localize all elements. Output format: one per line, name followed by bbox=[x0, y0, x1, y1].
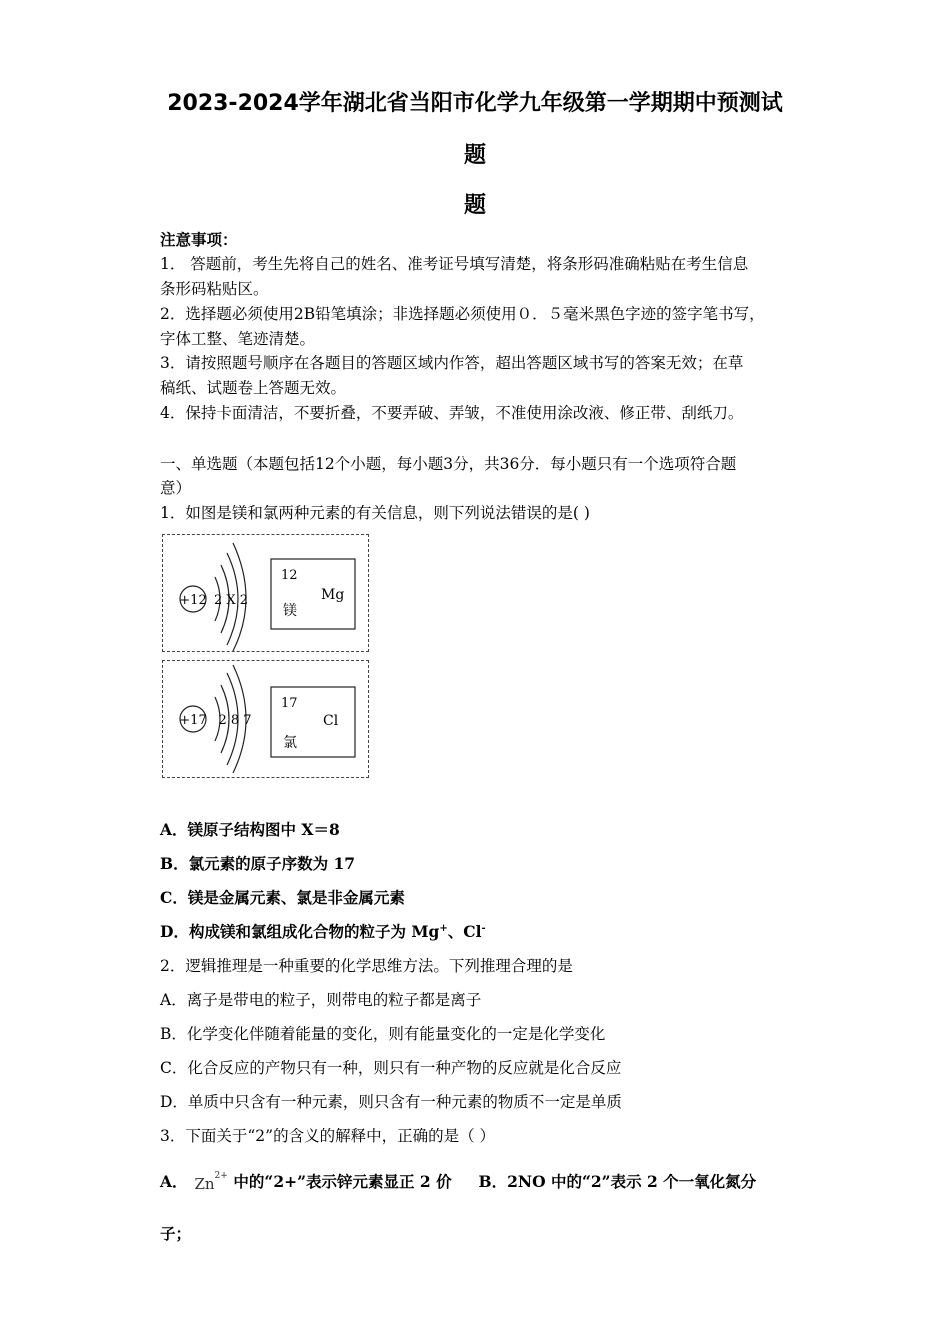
zinc-charge: 2+ bbox=[214, 1171, 228, 1181]
mg-symbol: Mg bbox=[321, 587, 345, 603]
question-1-option-a: A．镁原子结构图中 X＝8 bbox=[160, 820, 340, 839]
chlorine-diagram bbox=[162, 660, 369, 778]
cl-symbol: Cl bbox=[323, 713, 339, 729]
option-d-prefix: D．构成镁和氯组成化合物的粒子为 Mg bbox=[160, 922, 440, 941]
notice-line: 4．保持卡面清洁，不要折叠，不要弄破、弄皱，不准使用涂改液、修正带、刮纸刀。 bbox=[160, 404, 744, 422]
section-heading-cont: 意） bbox=[160, 479, 192, 497]
cl-shell-electrons: 2 8 7 bbox=[218, 713, 252, 728]
cl-nucleus-label: +17 bbox=[179, 713, 207, 728]
question-3-option-a-text: 中的“2+”表示锌元素显正 2 价 bbox=[233, 1172, 452, 1191]
question-3-option-row bbox=[160, 1170, 800, 1192]
option-d-cl-charge: - bbox=[481, 922, 486, 934]
section-heading: 一、单选题（本题包括12个小题，每小题3分，共36分．每小题只有一个选项符合题 bbox=[160, 455, 737, 473]
cl-atomic-number: 17 bbox=[281, 696, 298, 711]
notice-heading: 注意事项： bbox=[160, 230, 238, 249]
option-d-mg-charge: + bbox=[439, 922, 448, 934]
magnesium-atom-structure bbox=[163, 535, 370, 653]
question-3-option-b: B．2NO 中的“2”表示 2 个一氧化氮分 bbox=[478, 1172, 757, 1191]
question-1-stem: 1．如图是镁和氯两种元素的有关信息，则下列说法错误的是( ) bbox=[160, 504, 590, 522]
page-title-line-3: 题 bbox=[463, 193, 486, 218]
notice-line: 2．选择题必须使用2B铅笔填涂；非选择题必须使用０．５毫米黑色字迹的签字笔书写， bbox=[160, 305, 765, 323]
mg-name: 镁 bbox=[283, 603, 297, 619]
question-2-option-b: B．化学变化伴随着能量的变化，则有能量变化的一定是化学变化 bbox=[160, 1025, 606, 1043]
question-3-stem: 3．下面关于“2”的含义的解释中，正确的是（ ） bbox=[160, 1127, 495, 1145]
cl-name: 氯 bbox=[283, 735, 297, 751]
chlorine-atom-structure bbox=[163, 661, 370, 779]
question-3-option-a-label: A． bbox=[160, 1172, 188, 1191]
question-2-stem: 2．逻辑推理是一种重要的化学思维方法。下列推理合理的是 bbox=[160, 957, 573, 975]
question-3-continuation: 子； bbox=[160, 1224, 192, 1243]
notice-line: 3．请按照题号顺序在各题目的答题区域内作答，超出答题区域书写的答案无效；在草 bbox=[160, 354, 744, 372]
question-1-option-b: B．氯元素的原子序数为 17 bbox=[160, 854, 356, 873]
notice-line: 条形码粘贴区。 bbox=[160, 280, 269, 298]
page-title-line-1: 2023-2024学年湖北省当阳市化学九年级第一学期期中预测试 bbox=[167, 91, 783, 116]
notice-line: 1． 答题前，考生先将自己的姓名、准考证号填写清楚，将条形码准确粘贴在考生信息 bbox=[160, 255, 749, 273]
question-1-option-d bbox=[160, 920, 800, 942]
question-2-option-c: C．化合反应的产物只有一种，则只有一种产物的反应就是化合反应 bbox=[160, 1059, 622, 1077]
page-title-line-2: 题 bbox=[463, 143, 486, 168]
mg-nucleus-label: +12 bbox=[179, 593, 207, 608]
mg-atomic-number: 12 bbox=[281, 568, 298, 583]
notice-line: 字体工整、笔迹清楚。 bbox=[160, 330, 316, 348]
magnesium-diagram bbox=[162, 534, 369, 652]
zinc-symbol: Zn bbox=[194, 1175, 215, 1193]
question-2-option-a: A．离子是带电的粒子，则带电的粒子都是离子 bbox=[160, 991, 482, 1009]
notice-line: 稿纸、试题卷上答题无效。 bbox=[160, 379, 347, 397]
mg-shell-electrons: 2 X 2 bbox=[213, 593, 249, 608]
question-2-option-d: D．单质中只含有一种元素，则只含有一种元素的物质不一定是单质 bbox=[160, 1093, 622, 1111]
question-1-option-c: C．镁是金属元素、氯是非金属元素 bbox=[160, 888, 405, 907]
option-d-mid: 、Cl bbox=[447, 922, 482, 941]
